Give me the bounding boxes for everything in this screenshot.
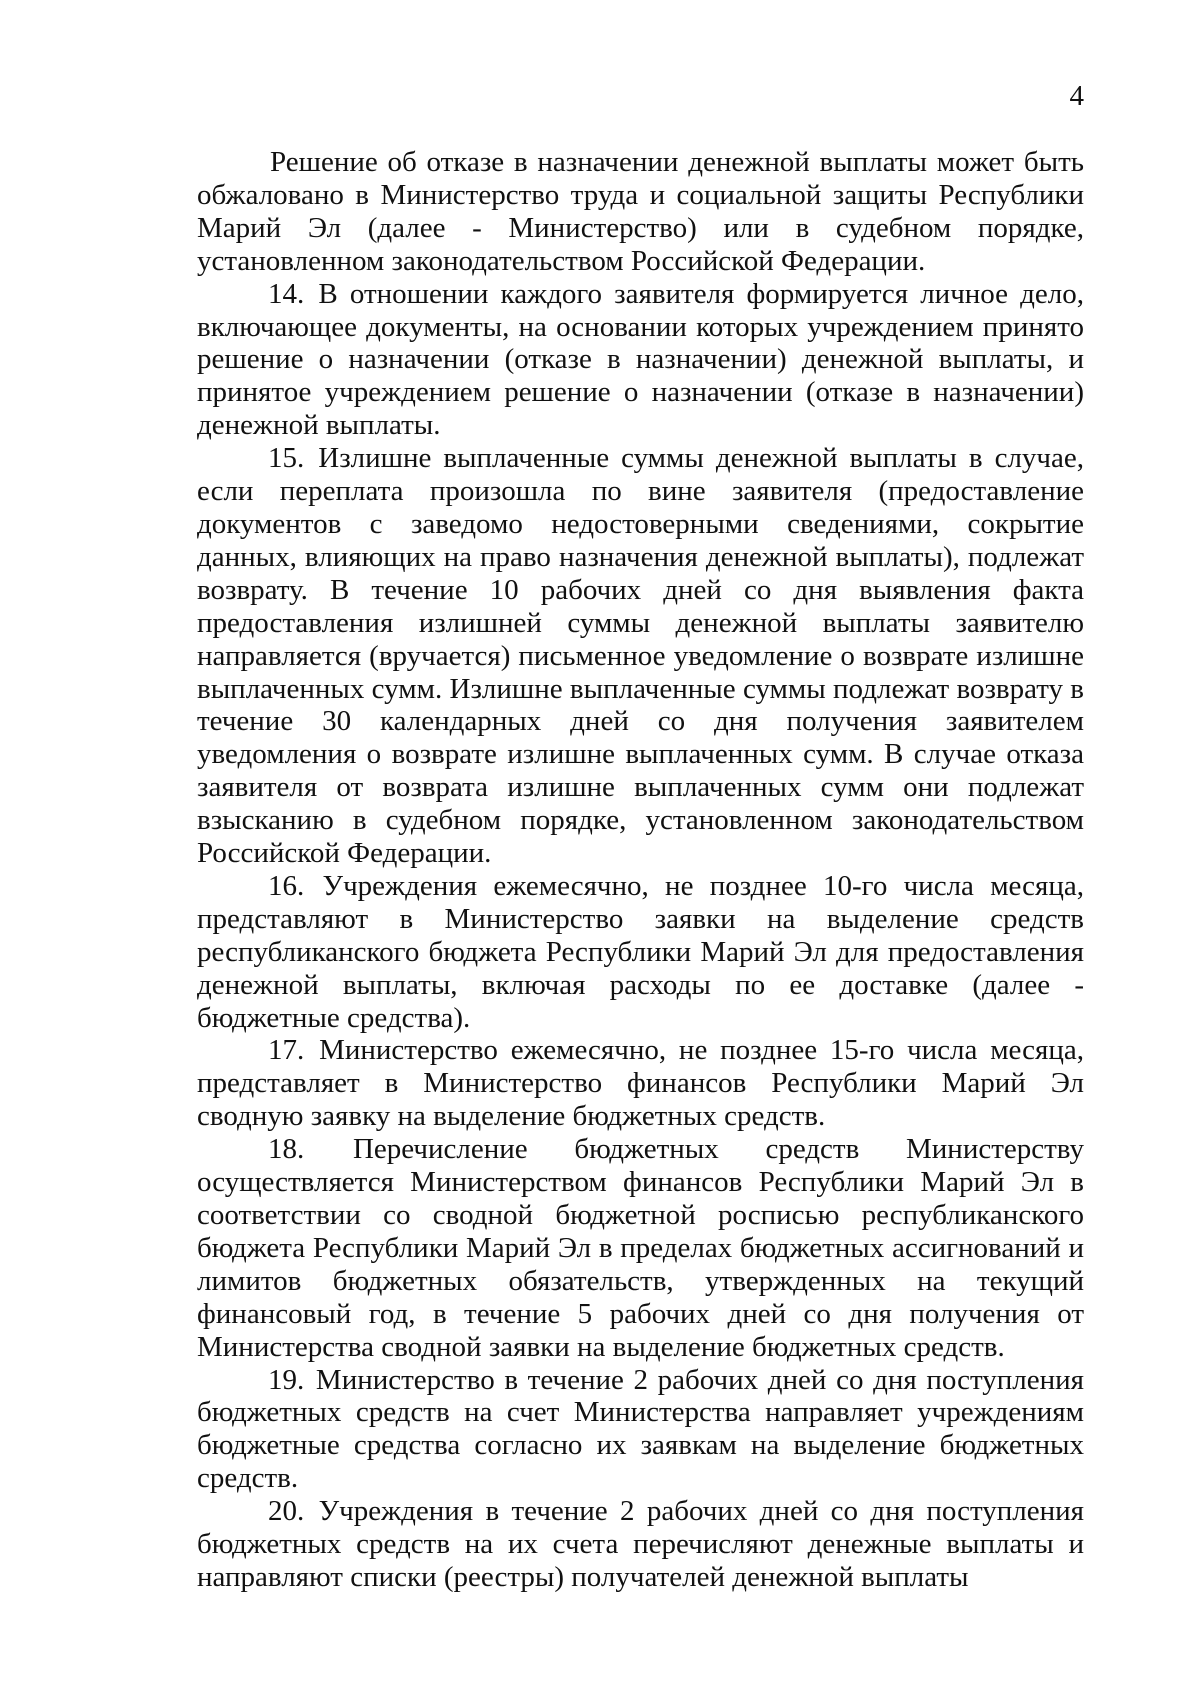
- paragraph-text: Учреждения ежемесячно, не позднее 10-го числа месяца, представляют в Министерство заявки на выделение средств республиканского бюджета Республики Марий Эл для предоставления денежной выплаты, включая расходы по ее доставке (далее - бюджетные средства).: [197, 869, 1085, 1034]
- paragraph-number: 19.: [268, 1363, 314, 1396]
- paragraph-number: 20.: [268, 1495, 317, 1528]
- paragraph-number: 14.: [268, 277, 317, 310]
- paragraph-18: [197, 1133, 1084, 1363]
- paragraph-16: [197, 870, 1084, 1035]
- paragraph-appeal: [197, 146, 1084, 278]
- paragraph-text: Учреждения в течение 2 рабочих дней со дня поступления бюджетных средств на их счета перечисляют денежные выплаты и направляют списки (реестры) получателей денежной выплаты: [197, 1495, 1084, 1593]
- paragraph-text: Перечисление бюджетных средств Министерству осуществляется Министерством финансов Республики Марий Эл в соответствии со сводной бюджетной росписью республиканского бюджета Республики Марий Эл в пределах бюджетных ассигнований и лимитов бюджетных обязательств, утвержденных на текущий финансовый год, в течение 5 рабочих дней со дня получения от Министерства сводной заявки на выделение бюджетных средств.: [197, 1133, 1084, 1363]
- paragraph-text: В отношении каждого заявителя формируется личное дело, включающее документы, на основании которых учреждением принято решение о назначении (отказе в назначении) денежной выплаты, и принятое учреждением решение о назначении (отказе в назначении) денежной выплаты.: [197, 277, 1084, 442]
- paragraph-15: [197, 442, 1084, 870]
- paragraph-17: [197, 1034, 1084, 1133]
- paragraph-number: 16.: [268, 869, 321, 902]
- paragraph-number: 17.: [268, 1034, 318, 1067]
- document-body: [197, 146, 1084, 1594]
- paragraph-number: 15.: [268, 442, 317, 475]
- paragraph-20: [197, 1495, 1084, 1594]
- paragraph-number: 18.: [268, 1133, 351, 1166]
- paragraph-text: Решение об отказе в назначении денежной выплаты может быть обжаловано в Министерство труда и социальной защиты Республики Марий Эл (далее - Министерство) или в судебном порядке, установленном законодательством Российской Федерации.: [197, 146, 1084, 277]
- paragraph-19: [197, 1364, 1084, 1496]
- page-number: 4: [1069, 80, 1084, 112]
- paragraph-text: Министерство ежемесячно, не позднее 15-го числа месяца, представляет в Министерство финансов Республики Марий Эл сводную заявку на выделение бюджетных средств.: [197, 1034, 1085, 1133]
- paragraph-text: Министерство в течение 2 рабочих дней со дня поступления бюджетных средств на счет Министерства направляет учреждениям бюджетные средства согласно их заявкам на выделение бюджетных средств.: [197, 1363, 1085, 1495]
- paragraph-14: [197, 278, 1084, 443]
- paragraph-text: Излишне выплаченные суммы денежной выплаты в случае, если переплата произошла по вине заявителя (предоставление документов с заведомо недостоверными сведениями, сокрытие данных, влияющих на право назначения денежной выплаты), подлежат возврату. В течение 10 рабочих дней со дня выявления факта предоставления излишней суммы денежной выплаты заявителю направляется (вручается) письменное уведомление о возврате излишне выплаченных сумм. Излишне выплаченные суммы подлежат возврату в течение 30 календарных дней со дня получения заявителем уведомления о возврате излишне выплаченных сумм. В случае отказа заявителя от возврата излишне выплаченных сумм они подлежат взысканию в судебном порядке, установленном законодательством Российской Федерации.: [197, 442, 1085, 870]
